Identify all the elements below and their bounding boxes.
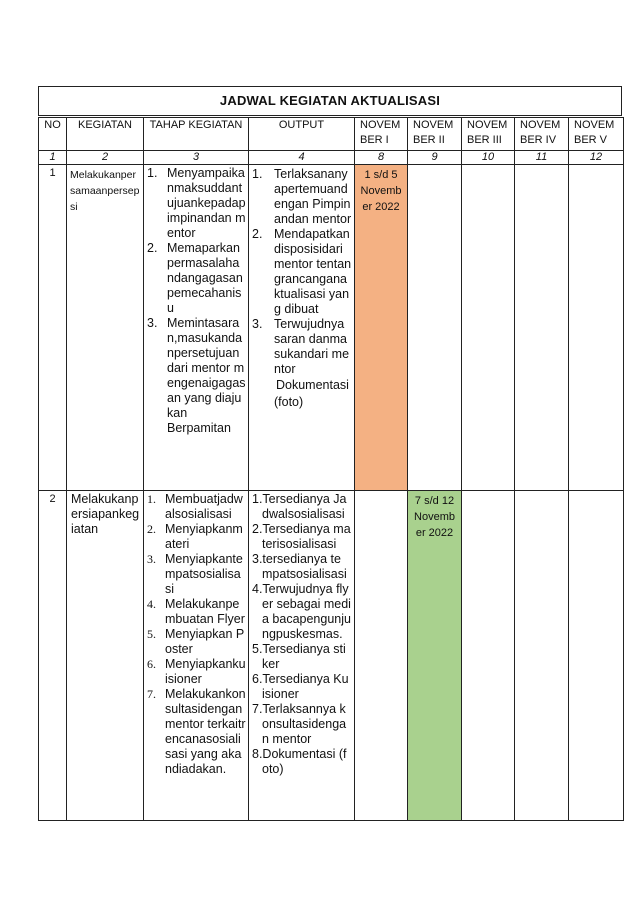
header-week-4: NOVEM BER IV: [515, 118, 569, 151]
tahap-cell: [144, 165, 249, 491]
header-week-1: NOVEM BER I: [355, 118, 408, 151]
header-week-3: NOVEM BER III: [462, 118, 515, 151]
step-item: 7. Melakukankonsultasidengan mentor terkaitrencanasosialisasi yang akandiadakan.: [147, 687, 246, 776]
header-week-2: NOVEM BER II: [408, 118, 462, 151]
output-extra: (foto): [274, 395, 304, 409]
schedule-cell-empty: [515, 491, 569, 821]
output-item: 3.tersedianya tempatsosialisasi: [252, 552, 347, 581]
schedule-cell-empty: [408, 165, 462, 491]
steps-list: [147, 166, 246, 436]
step-item: 1. Menyampaikanmaksuddantujuankepadapimpinandan mentor: [147, 166, 246, 240]
step-item: 2. Menyiapkanmateri: [147, 522, 243, 551]
step-item: 4. Melakukanpembuatan Flyer: [147, 597, 245, 626]
table-row: [39, 491, 624, 821]
column-number: 3: [144, 151, 249, 165]
output-item: 3. Terwujudnya saran danmasukandari mentor: [252, 317, 350, 376]
column-number: 11: [515, 151, 569, 165]
header-kegiatan: KEGIATAN: [67, 118, 144, 151]
step-item: 6. Menyiapkankuisioner: [147, 657, 246, 686]
column-number: 1: [39, 151, 67, 165]
column-number: 9: [408, 151, 462, 165]
schedule-cell-empty: [515, 165, 569, 491]
column-number: 12: [569, 151, 624, 165]
step-item: 5. Menyiapkan Poster: [147, 627, 245, 656]
step-item: 1. Membuatjadwalsosialisasi: [147, 492, 243, 521]
kegiatan-cell: Melakukanpersiapankegiatan: [67, 491, 144, 821]
output-item: 2.Tersedianya materisosialisasi: [252, 522, 351, 551]
output-item: 5.Tersedianya stiker: [252, 642, 346, 671]
output-extra: Dokumentasi: [276, 378, 349, 392]
output-item: 7.Terlaksannya konsultasidengan mentor: [252, 702, 347, 746]
row-number: 1: [39, 165, 67, 491]
column-number: 2: [67, 151, 144, 165]
title-box: [38, 86, 622, 116]
schedule-cell-empty: [569, 491, 624, 821]
step-item: 2. Memaparkanpermasalahandangagasanpemecahanisu: [147, 241, 243, 315]
page-title: JADWAL KEGIATAN AKTUALISASI: [219, 93, 441, 108]
output-cell: [249, 491, 355, 821]
header-row: [39, 118, 624, 151]
schedule-cell-week-1: 1 s/d 5 Novemb er 2022: [355, 165, 408, 491]
output-item: 1. Terlaksananyapertemuandengan Pimpinandan mentor: [252, 167, 352, 226]
steps-list: [147, 492, 246, 777]
header-tahap: TAHAP KEGIATAN: [144, 118, 249, 151]
table-row: [39, 165, 624, 491]
header-week-5: NOVEM BER V: [569, 118, 624, 151]
tahap-cell: [144, 491, 249, 821]
output-item: 8.Dokumentasi (foto): [252, 747, 347, 776]
output-item: 4.Terwujudnya flyer sebagai media bacapengunjungpuskesmas.: [252, 582, 351, 641]
kegiatan-cell: Melakukanpersamaanpersepsi: [67, 165, 144, 491]
step-item: 3. Menyiapkantempatsosialisasi: [147, 552, 243, 596]
output-list: [252, 167, 352, 377]
column-number: 4: [249, 151, 355, 165]
step-extra: Berpamitan: [167, 421, 231, 435]
schedule-cell-empty: [355, 491, 408, 821]
output-item: 6.Tersedianya Kuisioner: [252, 672, 349, 701]
output-cell: [249, 165, 355, 491]
output-item: 2. Mendapatkan disposisidari mentor tentangrancanganaktualisasi yang dibuat: [252, 227, 352, 316]
schedule-cell-empty: [462, 491, 515, 821]
column-number: 8: [355, 151, 408, 165]
output-item: 1.Tersedianya Jadwalsosialisasi: [252, 492, 347, 521]
schedule-table: [38, 117, 624, 821]
schedule-cell-empty: [462, 165, 515, 491]
row-number: 2: [39, 491, 67, 821]
column-number: 10: [462, 151, 515, 165]
header-no: NO: [39, 118, 67, 151]
column-number-row: [39, 151, 624, 165]
header-output: OUTPUT: [249, 118, 355, 151]
schedule-cell-empty: [569, 165, 624, 491]
step-item: 3. Memintasaran,masukandanpersetujuandari mentor mengenaigagasan yang diajukan: [147, 316, 246, 420]
schedule-cell-week-2: 7 s/d 12 Novemb er 2022: [408, 491, 462, 821]
